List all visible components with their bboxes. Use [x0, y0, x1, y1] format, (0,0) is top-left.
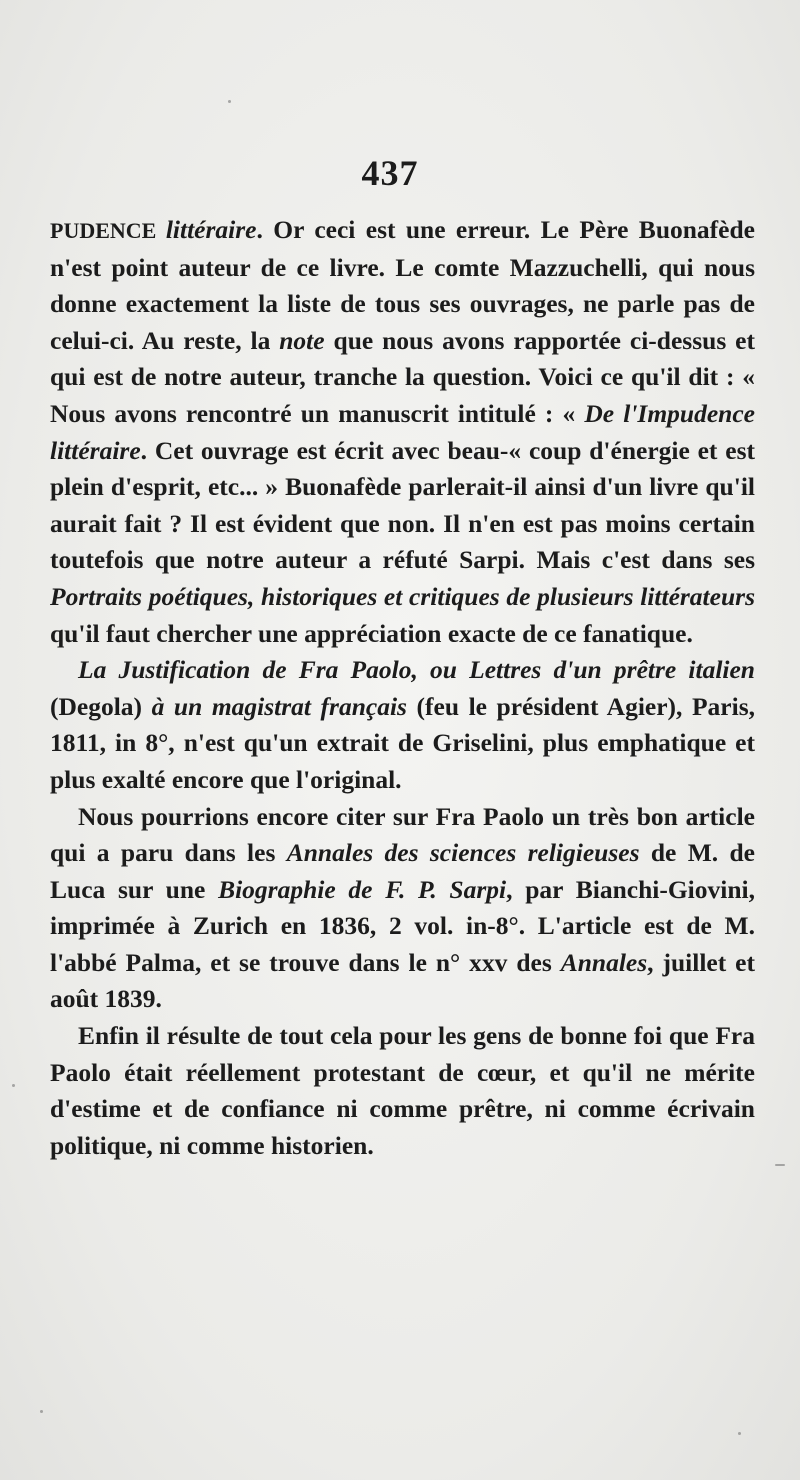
text-run: Annales [560, 947, 648, 977]
paragraph [50, 1018, 755, 1164]
speck [228, 100, 231, 103]
text-run: PUDENCE [50, 218, 166, 243]
text-run: La Justification de Fra Paolo, ou Lettres d'un prêtre italien [78, 655, 755, 685]
text-run: , par Bianchi-Giovini, imprimée à Zurich en 1836, 2 vol. in-8°. L'article est de M. l'abbé Palma, et se trouve dans le n° xxv des [50, 874, 755, 977]
text-run: Enfin il résulte de tout cela pour les gens de bonne foi que Fra Paolo était réellement protestant de cœur, et qu'il ne mérite d'estime et de confiance ni comme prêtre, ni comme écrivain politique, ni comme historien. [50, 1021, 755, 1160]
text-run: Portraits poétiques, historiques et critiques de plusieurs littérateurs [50, 581, 755, 611]
paragraph [50, 799, 755, 1019]
speck [775, 1164, 785, 1166]
text-run: Biographie de F. P. Sarpi [218, 874, 507, 904]
speck [738, 1432, 741, 1435]
page-number: 437 [361, 153, 419, 193]
text-run: . Or ceci est une erreur. Le Père Buonafède n'est point auteur de ce livre. Le comte Mazzuchelli, qui nous donne exactement la liste de tous ses ouvrages, ne parle pas de celui-ci. Au reste, la [50, 215, 755, 355]
text-run: . Cet ouvrage est écrit avec beau-« coup d'énergie et est plein d'esprit, etc... » Buonafède parlerait-il ainsi d'un livre qu'il aurait fait ? Il est évident que non. Il n'en est pas moins certain toutefois que notre auteur a réfuté Sarpi. Mais c'est dans ses [50, 435, 755, 575]
paragraph [50, 212, 755, 652]
body-text [50, 212, 755, 1164]
text-run: Nous pourrions encore citer sur Fra Paolo un très bon article qui a paru dans les [50, 801, 755, 868]
text-run: De l'Impudence littéraire [50, 398, 755, 465]
text-run: qu'il faut chercher une appréciation exacte de ce fanatique. [50, 618, 693, 648]
text-run: Annales des sciences religieuses [286, 838, 640, 868]
text-run: (Degola) [50, 691, 152, 721]
speck [40, 1410, 43, 1413]
text-run: de M. de Luca sur une [50, 838, 755, 904]
text-run: que nous avons rapportée ci-dessus et qui est de notre auteur, tranche la question. Voici ce qu'il dit : « Nous avons rencontré un manuscrit intitulé : « [50, 325, 755, 428]
text-run: à un magistrat français [151, 691, 407, 721]
speck [12, 1084, 15, 1087]
text-run: note [279, 325, 325, 355]
text-run: littéraire [165, 215, 257, 244]
text-run: (feu le président Agier), Paris, 1811, in 8°, n'est qu'un extrait de Griselini, plus emphatique et plus exalté encore que l'original. [50, 691, 755, 794]
text-run: , juillet et août 1839. [50, 947, 755, 1014]
paragraph [50, 652, 755, 798]
